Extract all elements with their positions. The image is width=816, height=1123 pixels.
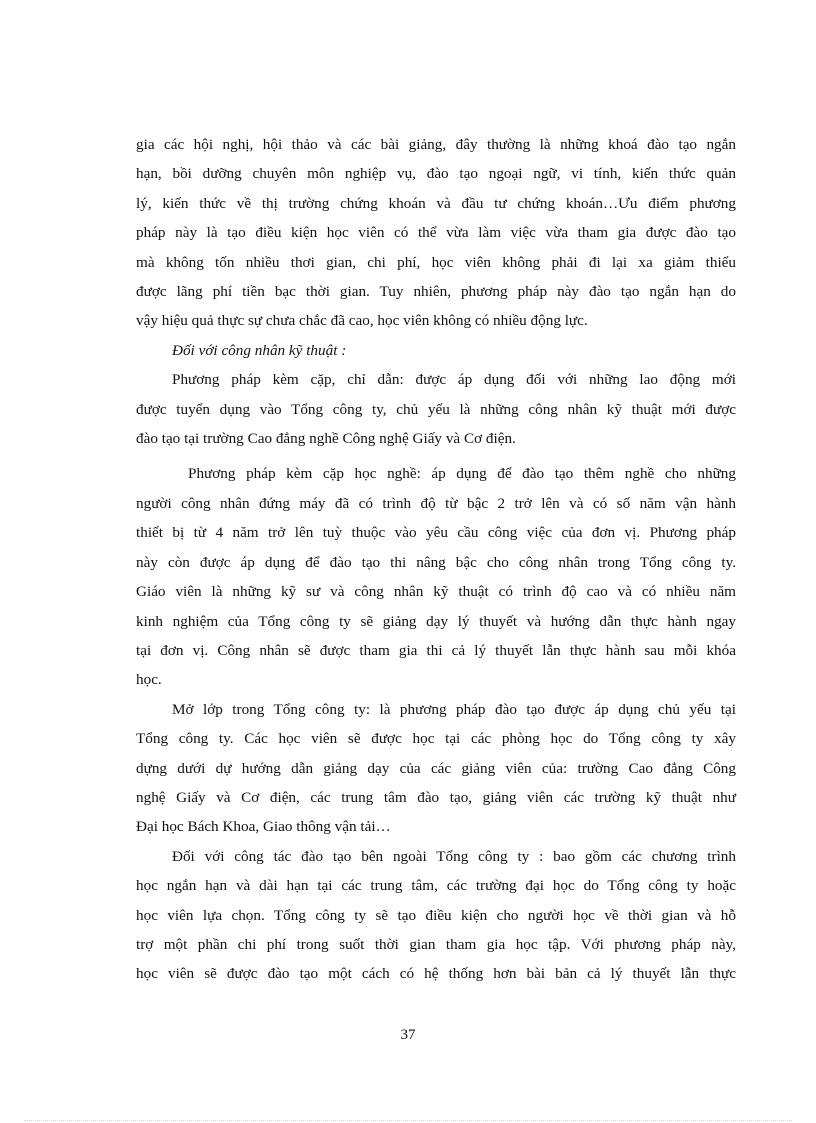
- text-line: Đối với công tác đào tạo bên ngoài Tổng công ty : bao gồm các chương trình: [172, 847, 736, 865]
- text-line: Giáo viên là những kỹ sư và công nhân kỹ thuật có trình độ cao và có nhiều năm: [136, 583, 736, 601]
- text-line: vậy hiệu quả thực sự chưa chắc đã cao, học viên không có nhiều động lực.: [136, 312, 588, 330]
- text-line: tại đơn vị. Công nhân sẽ được tham gia thi cả lý thuyết lẫn thực hành sau mỗi khóa: [136, 641, 736, 659]
- text-line: dựng dưới dự hướng dẫn giảng dạy của các giảng viên của: trường Cao đẳng Công: [136, 759, 736, 777]
- text-line: được lãng phí tiền bạc thời gian. Tuy nhiên, phương pháp này đào tạo ngắn hạn do: [136, 283, 736, 301]
- text-line: Phương pháp kèm cặp học nghề: áp dụng để đào tạo thêm nghề cho những: [188, 465, 736, 483]
- text-line: Mở lớp trong Tổng công ty: là phương pháp đào tạo được áp dụng chủ yếu tại: [172, 700, 736, 718]
- paragraph-distance-training: [136, 130, 736, 336]
- text-line: Phương pháp kèm cặp, chỉ dẫn: được áp dụng đối với những lao động mới: [172, 371, 736, 389]
- paragraph-coaching-method: [136, 365, 736, 453]
- text-line: lý, kiến thức về thị trường chứng khoán và đầu tư chứng khoán…Ưu điểm phương: [136, 194, 736, 212]
- text-line: kinh nghiệm của Tổng công ty sẽ giảng dạy lý thuyết và hướng dẫn thực hành ngay: [136, 612, 736, 630]
- text-line: Tổng công ty. Các học viên sẽ được học tại các phòng học do Tổng công ty xây: [136, 730, 736, 748]
- text-line: nghệ Giấy và Cơ điện, các trung tâm đào tạo, giảng viên các trường kỹ thuật như: [136, 788, 736, 806]
- text-line: được tuyển dụng vào Tổng công ty, chủ yếu là những công nhân kỹ thuật mới được: [136, 400, 736, 418]
- page-bottom-divider: [24, 1120, 792, 1121]
- text-line: này còn được áp dụng để đào tạo thi nâng bậc cho công nhân trong Tổng công ty.: [136, 553, 736, 571]
- paragraph-external-training: [136, 842, 736, 989]
- text-line: học viên sẽ được đào tạo một cách có hệ thống hơn bài bản cả lý thuyết lẫn thực: [136, 965, 736, 983]
- text-line: trợ một phần chi phí trong suốt thời gian tham gia học tập. Với phương pháp này,: [136, 935, 736, 953]
- text-line: học ngắn hạn và dài hạn tại các trung tâm, các trường đại học do Tổng công ty hoặc: [136, 877, 736, 895]
- paragraph-in-house-classes: [136, 695, 736, 842]
- text-line: gia các hội nghị, hội thảo và các bài giảng, đây thường là những khoá đào tạo ngắn: [136, 136, 736, 153]
- text-line: Đại học Bách Khoa, Giao thông vận tải…: [136, 818, 391, 836]
- text-line: học.: [136, 671, 162, 689]
- page-number: 37: [400, 1027, 416, 1043]
- section-heading-technical-workers: Đối với công nhân kỹ thuật :: [172, 341, 347, 359]
- text-line: hạn, bồi dưỡng chuyên môn nghiệp vụ, đào tạo ngoại ngữ, vi tính, kiến thức quản: [136, 165, 736, 183]
- text-line: mà không tốn nhiều thơi gian, chi phí, học viên không phải đi lại xa giảm thiểu: [136, 253, 736, 271]
- text-line: người công nhân đứng máy đã có trình độ từ bậc 2 trở lên và có số năm vận hành: [136, 494, 736, 512]
- paragraph-apprenticeship-method: [136, 459, 736, 694]
- document-body: [136, 130, 736, 989]
- text-line: đào tạo tại trường Cao đẳng nghề Công nghệ Giấy và Cơ điện.: [136, 430, 516, 448]
- text-line: học viên lựa chọn. Tổng công ty sẽ tạo điều kiện cho người học về thời gian và hỗ: [136, 906, 736, 924]
- text-line: pháp này là tạo điều kiện học viên có thể vừa làm việc vừa tham gia được đào tạo: [136, 224, 736, 242]
- text-line: thiết bị từ 4 năm trở lên tuỳ thuộc vào yêu cầu công việc của đơn vị. Phương pháp: [136, 524, 736, 542]
